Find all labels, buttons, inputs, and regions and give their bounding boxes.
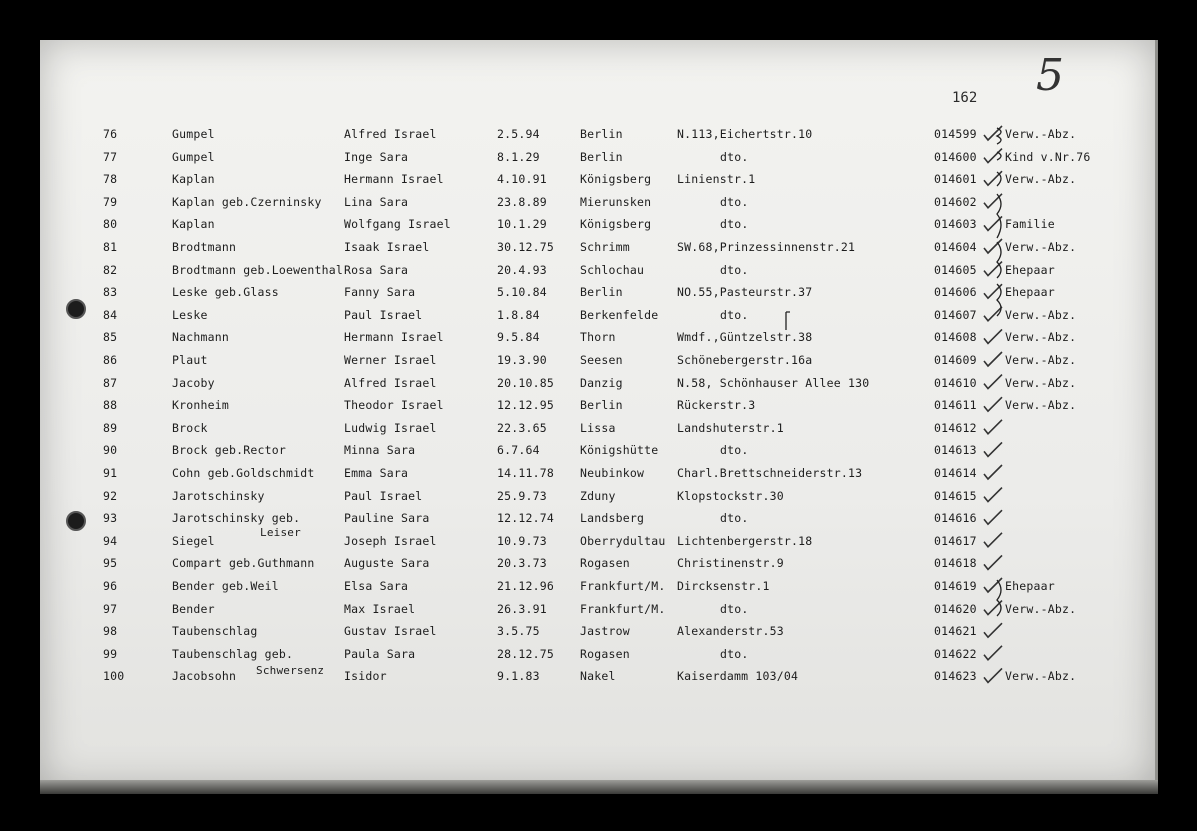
- row-76-birth-date: 2.5.94: [497, 127, 540, 141]
- row-79-given-name: Lina Sara: [344, 194, 409, 209]
- row-95-row-number: 95: [103, 556, 118, 571]
- row-83-note: Ehepaar: [1005, 285, 1055, 300]
- row-79-birth-place: Mierunsken: [580, 194, 652, 209]
- row-79-surname: Kaplan geb.Czerninsky: [172, 194, 322, 209]
- row-90-birth-place: Königshütte: [580, 443, 659, 458]
- row-87-transport-id: 014610: [934, 375, 977, 390]
- row-95-surname: Compart geb.Guthmann: [172, 556, 315, 571]
- row-82-note: Ehepaar: [1005, 262, 1055, 277]
- row-90-address: dto.: [720, 443, 749, 458]
- row-95-birth-place: Rogasen: [580, 556, 630, 571]
- row-90-surname: Brock geb.Rector: [172, 443, 286, 458]
- row-81-transport-id: 014604: [934, 240, 977, 254]
- row-84-row-number: 84: [103, 307, 118, 322]
- row-82-birth-place: Schlochau: [580, 262, 645, 277]
- row-77-transport-id: 014600: [934, 149, 977, 164]
- row-86-birth-place: Seesen: [580, 353, 623, 367]
- row-76-given-name: Alfred Israel: [344, 127, 437, 141]
- row-77-surname: Gumpel: [172, 149, 215, 164]
- row-83-row-number: 83: [103, 285, 118, 300]
- row-78-birth-date: 4.10.91: [497, 172, 547, 187]
- row-79-row-number: 79: [103, 194, 118, 209]
- row-79-birth-date: 23.8.89: [497, 194, 547, 209]
- row-83-surname: Leske geb.Glass: [172, 285, 279, 300]
- row-100-note: Verw.-Abz.: [1005, 669, 1077, 684]
- row-84-birth-place: Berkenfelde: [580, 307, 659, 322]
- row-80-note: Familie: [1005, 217, 1055, 232]
- row-89-birth-place: Lissa: [580, 420, 616, 435]
- row-79-transport-id: 014602: [934, 194, 977, 209]
- punch-hole-top: [66, 299, 86, 319]
- row-92-row-number: 92: [103, 488, 118, 503]
- row-100-given-name: Isidor: [344, 669, 387, 684]
- row-93-surname: Jarotschinsky geb.: [172, 511, 301, 526]
- row-91-row-number: 91: [103, 466, 118, 480]
- row-86-address: Schönebergerstr.16a: [677, 353, 813, 367]
- row-92-transport-id: 014615: [934, 488, 977, 503]
- row-87-surname: Jacoby: [172, 375, 215, 390]
- row-95-birth-date: 20.3.73: [497, 556, 547, 571]
- row-96-transport-id: 014619: [934, 579, 977, 593]
- row-84-surname: Leske: [172, 307, 208, 322]
- row-77-given-name: Inge Sara: [344, 149, 409, 164]
- row-85-birth-date: 9.5.84: [497, 330, 540, 345]
- row-88-address: Rückerstr.3: [677, 398, 756, 413]
- row-100-address: Kaiserdamm 103/04: [677, 669, 799, 684]
- row-80-surname: Kaplan: [172, 217, 215, 232]
- row-87-address: N.58, Schönhauser Allee 130: [677, 375, 870, 390]
- row-83-transport-id: 014606: [934, 285, 977, 300]
- row-97-surname: Bender: [172, 601, 215, 616]
- row-91-given-name: Emma Sara: [344, 466, 409, 480]
- row-94-address: Lichtenbergerstr.18: [677, 533, 813, 548]
- row-90-given-name: Minna Sara: [344, 443, 416, 458]
- row-91-address: Charl.Brettschneiderstr.13: [677, 466, 863, 480]
- row-83-given-name: Fanny Sara: [344, 285, 416, 300]
- row-89-address: Landshuterstr.1: [677, 420, 784, 435]
- row-79-address: dto.: [720, 194, 749, 209]
- row-82-row-number: 82: [103, 262, 118, 277]
- row-95-given-name: Auguste Sara: [344, 556, 430, 571]
- row-78-row-number: 78: [103, 172, 118, 187]
- row-83-birth-place: Berlin: [580, 285, 623, 300]
- row-78-surname: Kaplan: [172, 172, 215, 187]
- row-98-row-number: 98: [103, 624, 118, 639]
- row-88-surname: Kronheim: [172, 398, 229, 413]
- page-number: 162: [952, 90, 978, 106]
- row-90-birth-date: 6.7.64: [497, 443, 540, 458]
- row-97-transport-id: 014620: [934, 601, 977, 616]
- row-95-address: Christinenstr.9: [677, 556, 784, 571]
- row-77-row-number: 77: [103, 149, 118, 164]
- row-89-given-name: Ludwig Israel: [344, 420, 437, 435]
- row-77-birth-place: Berlin: [580, 149, 623, 164]
- row-87-birth-date: 20.10.85: [497, 375, 554, 390]
- row-89-surname: Brock: [172, 420, 208, 435]
- row-87-note: Verw.-Abz.: [1005, 375, 1077, 390]
- row-98-address: Alexanderstr.53: [677, 624, 784, 639]
- row-94-row-number: 94: [103, 533, 118, 548]
- row-85-address: Wmdf.,Güntzelstr.38: [677, 330, 813, 345]
- row-93-birth-date: 12.12.74: [497, 511, 554, 526]
- row-100-birth-date: 9.1.83: [497, 669, 540, 684]
- row-78-note: Verw.-Abz.: [1005, 172, 1077, 187]
- row-98-birth-date: 3.5.75: [497, 624, 540, 639]
- row-78-given-name: Hermann Israel: [344, 172, 444, 187]
- row-93-address: dto.: [720, 511, 749, 526]
- punch-hole-bottom: [66, 511, 86, 531]
- row-80-transport-id: 014603: [934, 217, 977, 232]
- row-97-note: Verw.-Abz.: [1005, 601, 1077, 616]
- row-76-note: Verw.-Abz.: [1005, 127, 1077, 141]
- row-83-address: NO.55,Pasteurstr.37: [677, 285, 813, 300]
- row-89-transport-id: 014612: [934, 420, 977, 435]
- row-86-surname: Plaut: [172, 353, 208, 367]
- row-99-transport-id: 014622: [934, 646, 977, 661]
- row-96-note: Ehepaar: [1005, 579, 1055, 593]
- row-86-row-number: 86: [103, 353, 118, 367]
- row-81-surname: Brodtmann: [172, 240, 237, 254]
- row-93-transport-id: 014616: [934, 511, 977, 526]
- row-100-row-number: 100: [103, 669, 125, 684]
- row-91-transport-id: 014614: [934, 466, 977, 480]
- row-86-given-name: Werner Israel: [344, 353, 437, 367]
- row-77-birth-date: 8.1.29: [497, 149, 540, 164]
- row-81-address: SW.68,Prinzessinnenstr.21: [677, 240, 856, 254]
- row-82-birth-date: 20.4.93: [497, 262, 547, 277]
- row-90-transport-id: 014613: [934, 443, 977, 458]
- row-81-birth-place: Schrimm: [580, 240, 630, 254]
- row-77-address: dto.: [720, 149, 749, 164]
- row-87-row-number: 87: [103, 375, 118, 390]
- row-85-given-name: Hermann Israel: [344, 330, 444, 345]
- row-99-birth-date: 28.12.75: [497, 646, 554, 661]
- row-92-address: Klopstockstr.30: [677, 488, 784, 503]
- row-84-birth-date: 1.8.84: [497, 307, 540, 322]
- row-94-birth-date: 10.9.73: [497, 533, 547, 548]
- row-84-given-name: Paul Israel: [344, 307, 423, 322]
- row-76-row-number: 76: [103, 127, 118, 141]
- row-98-given-name: Gustav Israel: [344, 624, 437, 639]
- row-88-row-number: 88: [103, 398, 118, 413]
- row-87-given-name: Alfred Israel: [344, 375, 437, 390]
- row-88-birth-place: Berlin: [580, 398, 623, 413]
- row-88-birth-date: 12.12.95: [497, 398, 554, 413]
- row-91-surname: Cohn geb.Goldschmidt: [172, 466, 315, 480]
- row-80-address: dto.: [720, 217, 749, 232]
- row-91-birth-date: 14.11.78: [497, 466, 554, 480]
- row-76-surname: Gumpel: [172, 127, 215, 141]
- row-97-row-number: 97: [103, 601, 118, 616]
- row-86-transport-id: 014609: [934, 353, 977, 367]
- handwritten-page-mark: 5: [1036, 50, 1064, 101]
- row-89-birth-date: 22.3.65: [497, 420, 547, 435]
- row-82-transport-id: 014605: [934, 262, 977, 277]
- row-100-transport-id: 014623: [934, 669, 977, 684]
- row-96-surname: Bender geb.Weil: [172, 579, 279, 593]
- row-78-transport-id: 014601: [934, 172, 977, 187]
- row-88-note: Verw.-Abz.: [1005, 398, 1077, 413]
- row-81-row-number: 81: [103, 240, 118, 254]
- row-94-surname: Siegel: [172, 533, 215, 548]
- row-96-birth-date: 21.12.96: [497, 579, 554, 593]
- row-80-given-name: Wolfgang Israel: [344, 217, 451, 232]
- row-82-surname: Brodtmann geb.Loewenthal: [172, 262, 343, 277]
- row-87-birth-place: Danzig: [580, 375, 623, 390]
- row-81-birth-date: 30.12.75: [497, 240, 554, 254]
- row-76-address: N.113,Eichertstr.10: [677, 127, 813, 141]
- row-88-transport-id: 014611: [934, 398, 977, 413]
- row-80-row-number: 80: [103, 217, 118, 232]
- row-80-birth-date: 10.1.29: [497, 217, 547, 232]
- row-94-given-name: Joseph Israel: [344, 533, 437, 548]
- row-81-given-name: Isaak Israel: [344, 240, 430, 254]
- row-97-address: dto.: [720, 601, 749, 616]
- row-89-row-number: 89: [103, 420, 118, 435]
- row-76-transport-id: 014599: [934, 127, 977, 141]
- row-78-birth-place: Königsberg: [580, 172, 652, 187]
- row-99-given-name: Paula Sara: [344, 646, 416, 661]
- row-84-transport-id: 014607: [934, 307, 977, 322]
- row-92-given-name: Paul Israel: [344, 488, 423, 503]
- row-96-address: Dircksenstr.1: [677, 579, 770, 593]
- row-80-birth-place: Königsberg: [580, 217, 652, 232]
- row-85-note: Verw.-Abz.: [1005, 330, 1077, 345]
- row-95-transport-id: 014618: [934, 556, 977, 571]
- row-85-birth-place: Thorn: [580, 330, 616, 345]
- row-97-given-name: Max Israel: [344, 601, 416, 616]
- row-82-address: dto.: [720, 262, 749, 277]
- maiden-name-93: Leiser: [260, 526, 301, 539]
- row-83-birth-date: 5.10.84: [497, 285, 547, 300]
- row-98-surname: Taubenschlag: [172, 624, 258, 639]
- maiden-name-99: Schwersenz: [256, 664, 325, 677]
- row-98-transport-id: 014621: [934, 624, 977, 639]
- row-86-note: Verw.-Abz.: [1005, 353, 1077, 367]
- row-100-birth-place: Nakel: [580, 669, 616, 684]
- row-92-birth-place: Zduny: [580, 488, 616, 503]
- row-96-row-number: 96: [103, 579, 118, 593]
- row-93-row-number: 93: [103, 511, 118, 526]
- row-78-address: Linienstr.1: [677, 172, 756, 187]
- row-93-birth-place: Landsberg: [580, 511, 645, 526]
- row-99-surname: Taubenschlag geb.: [172, 646, 294, 661]
- row-90-row-number: 90: [103, 443, 118, 458]
- row-97-birth-place: Frankfurt/M.: [580, 601, 666, 616]
- film-edge-bottom: [40, 780, 1158, 794]
- row-91-birth-place: Neubinkow: [580, 466, 645, 480]
- row-96-given-name: Elsa Sara: [344, 579, 409, 593]
- row-99-birth-place: Rogasen: [580, 646, 630, 661]
- row-77-note: Kind v.Nr.76: [1005, 149, 1091, 164]
- row-85-row-number: 85: [103, 330, 118, 345]
- row-94-birth-place: Oberrydultau: [580, 533, 666, 548]
- row-76-birth-place: Berlin: [580, 127, 623, 141]
- row-97-birth-date: 26.3.91: [497, 601, 547, 616]
- row-81-note: Verw.-Abz.: [1005, 240, 1077, 254]
- row-85-surname: Nachmann: [172, 330, 229, 345]
- row-99-row-number: 99: [103, 646, 118, 661]
- row-96-birth-place: Frankfurt/M.: [580, 579, 666, 593]
- row-93-given-name: Pauline Sara: [344, 511, 430, 526]
- row-92-birth-date: 25.9.73: [497, 488, 547, 503]
- row-92-surname: Jarotschinsky: [172, 488, 265, 503]
- row-84-address: dto.: [720, 307, 749, 322]
- row-86-birth-date: 19.3.90: [497, 353, 547, 367]
- row-94-transport-id: 014617: [934, 533, 977, 548]
- row-85-transport-id: 014608: [934, 330, 977, 345]
- row-98-birth-place: Jastrow: [580, 624, 630, 639]
- row-84-note: Verw.-Abz.: [1005, 307, 1077, 322]
- row-99-address: dto.: [720, 646, 749, 661]
- row-82-given-name: Rosa Sara: [344, 262, 409, 277]
- row-88-given-name: Theodor Israel: [344, 398, 444, 413]
- row-100-surname: Jacobsohn: [172, 669, 237, 684]
